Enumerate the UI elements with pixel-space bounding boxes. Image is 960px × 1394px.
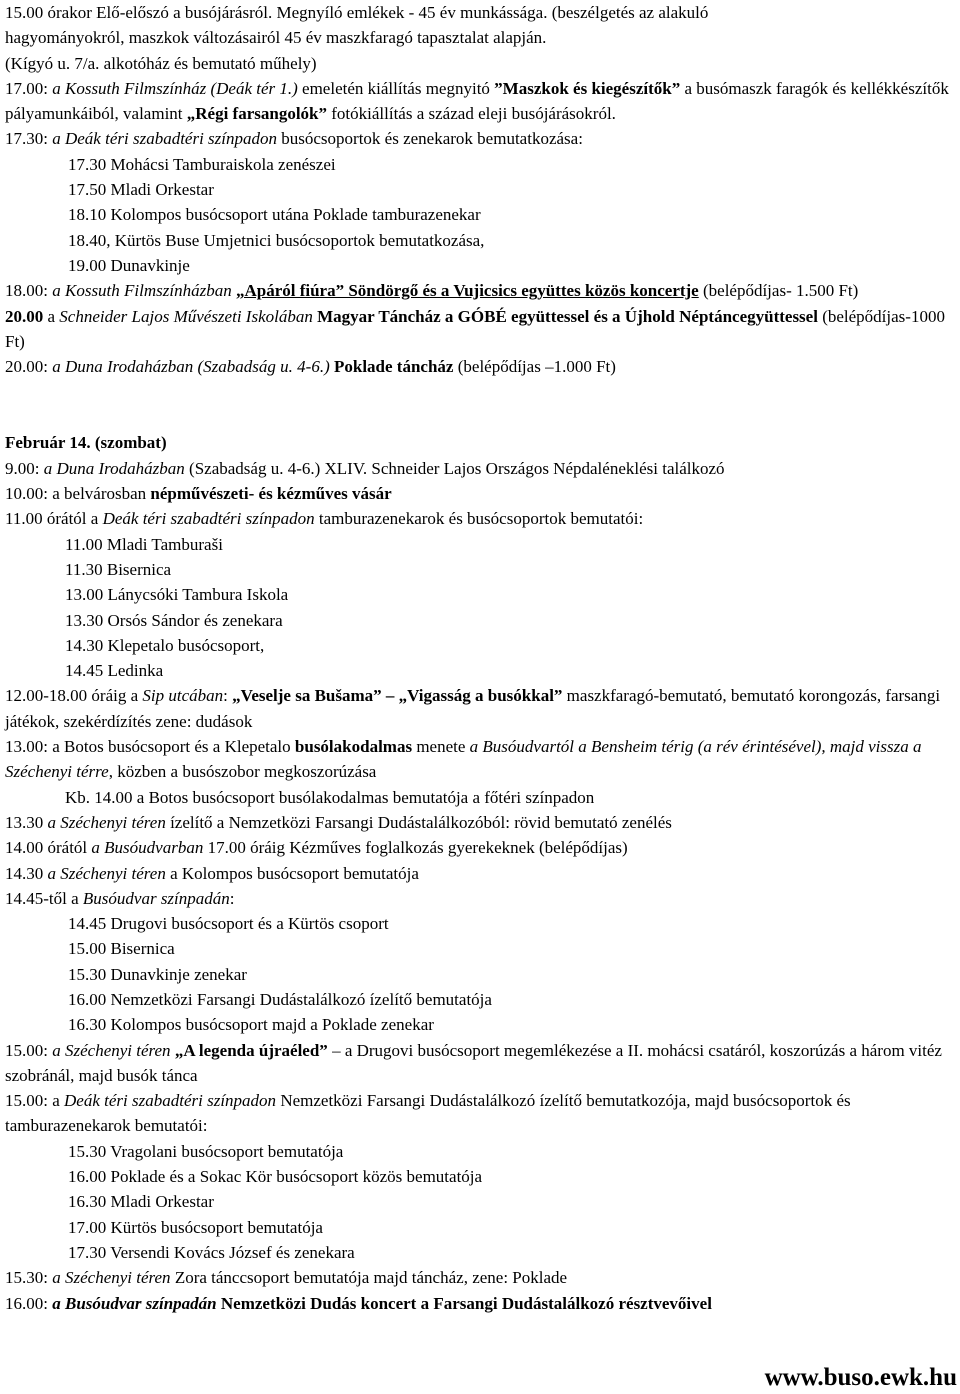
- program-entry: 14.00 órától a Busóudvarban 17.00 óráig Kézműves foglalkozás gyerekeknek (belépődíjas): [5, 838, 628, 858]
- program-entry: 15.00: a Széchenyi téren „A legenda újraéled” – a Drugovi busócsoport megemlékezése a II. mohácsi csatáról, koszorúzás a három vitéz szobránál, majd busók tánca: [5, 1040, 942, 1085]
- list-item: 17.30 Mohácsi Tamburaiskola zenészei: [68, 154, 336, 174]
- list-item: 16.00 Poklade és a Sokac Kör busócsoport közös bemutatója: [68, 1167, 483, 1187]
- list-item: 15.00 Bisernica: [68, 939, 175, 959]
- list-item: 16.30 Kolompos busócsoport majd a Poklade zenekar: [68, 1015, 434, 1035]
- program-entry: 14.45-től a Busóudvar színpadán:: [5, 888, 235, 908]
- sub-list: [5, 152, 955, 278]
- program-page: [5, 0, 955, 1316]
- program-entry-tanchaz: 20.00 a Schneider Lajos Művészeti Iskolában Magyar Táncház a GÓBÉ együttessel és a Újhold Néptáncegyüttessel (belépődíjas-1000 Ft): [5, 306, 945, 351]
- list-item: 15.30 Vragolani busócsoport bemutatója: [68, 1141, 344, 1161]
- list-item: 18.10 Kolompos busócsoport utána Poklade tamburazenekar: [68, 205, 481, 225]
- list-item: 16.30 Mladi Orkestar: [68, 1192, 214, 1212]
- list-item: 17.50 Mladi Orkestar: [68, 180, 214, 200]
- list-item: 11.30 Bisernica: [65, 559, 172, 579]
- text-line: (Kígyó u. 7/a. alkotóház és bemutató műhely): [5, 53, 317, 73]
- list-item: 14.45 Drugovi busócsoport és a Kürtös csoport: [68, 914, 389, 934]
- sub-list: [5, 532, 955, 684]
- list-item: 17.00 Kürtös busócsoport bemutatója: [68, 1217, 323, 1237]
- list-item: 14.45 Ledinka: [65, 661, 164, 681]
- program-entry: 13.30 a Széchenyi téren ízelítő a Nemzetközi Farsangi Dudástalálkozóból: rövid bemutató zenélés: [5, 812, 672, 832]
- program-entry-poklade: 20.00: a Duna Irodaházban (Szabadság u. 4-6.) Poklade táncház (belépődíjas –1.000 Ft): [5, 357, 616, 377]
- program-entry: 15.00: a Deák téri szabadtéri színpadon Nemzetközi Farsangi Dudástalálkozó ízelítő bemutatkozója, majd busócsoportok és tamburazenekarok bemutatói:: [5, 1091, 851, 1136]
- sub-list: [5, 1139, 955, 1265]
- text-line: 15.00 órakor Elő-előszó a busójárásról. Megnyíló emlékek - 45 év munkássága. (beszélgetés az alakuló: [5, 3, 709, 22]
- day-heading: Február 14. (szombat): [5, 433, 167, 453]
- footer-url: www.buso.ewk.hu: [764, 1364, 957, 1391]
- list-item: 17.30 Versendi Kovács József és zenekara: [68, 1242, 355, 1262]
- list-item: 14.30 Klepetalo busócsoport,: [65, 635, 265, 655]
- program-entry-exhibition: 17.00: a Kossuth Filmszínház (Deák tér 1.) emeletén kiállítás megnyitó ”Maszkok és kiegészítők” a busómaszk faragók és kellékkészítők pályamunkáiból, valamint „Régi farsangolók” fotókiállítás a század eleji busójárásokról.: [5, 78, 949, 124]
- program-entry: 11.00 órától a Deák téri szabadtéri színpadon tamburazenekarok és busócsoportok bemutatói:: [5, 509, 644, 529]
- program-entry-deak: 17.30: a Deák téri szabadtéri színpadon busócsoportok és zenekarok bemutatkozása:: [5, 129, 583, 149]
- list-item: 13.00 Lánycsóki Tambura Iskola: [65, 585, 289, 605]
- list-item: 18.40, Kürtös Buse Umjetnici busócsoportok bemutatkozása,: [68, 230, 485, 250]
- program-entry: 12.00-18.00 óráig a Sip utcában: „Veselje sa Bušama” – „Vigasság a busókkal” maszkfaragó-bemutató, bemutató korongozás, farsangi játékok, szekérdízítés zene: dudások: [5, 686, 941, 731]
- program-entry: 13.00: a Botos busócsoport és a Klepetalo busólakodalmas menete a Busóudvartól a Bensheim térig (a rév érintésével), majd vissza a Széchenyi térre, közben a busószobor megkoszorúzása: [5, 737, 922, 782]
- sub-list: [5, 911, 955, 1037]
- program-entry: 16.00: a Busóudvar színpadán Nemzetközi Dudás koncert a Farsangi Dudástalálkozó résztvevőivel: [5, 1293, 712, 1313]
- program-entry: 14.30 a Széchenyi téren a Kolompos busócsoport bemutatója: [5, 863, 419, 883]
- program-entry-concert: 18.00: a Kossuth Filmszínházban „Apáról fiúra” Söndörgő és a Vujicsics együttes közös koncertje (belépődíjas- 1.500 Ft): [5, 281, 859, 301]
- list-item: 19.00 Dunavkinje: [68, 255, 190, 275]
- list-item: 16.00 Nemzetközi Farsangi Dudástalálkozó ízelítő bemutatója: [68, 989, 492, 1009]
- program-entry: 9.00: a Duna Irodaházban (Szabadság u. 4-6.) XLIV. Schneider Lajos Országos Népdaléneklési találkozó: [5, 458, 725, 478]
- list-item: 11.00 Mladi Tamburaši: [65, 534, 223, 554]
- text-line: hagyományokról, maszkok változásairól 45 év maszkfaragó tapasztalat alapján.: [5, 28, 547, 48]
- program-entry: 10.00: a belvárosban népművészeti- és kézműves vásár: [5, 484, 392, 504]
- list-item: 15.30 Dunavkinje zenekar: [68, 964, 247, 984]
- program-entry: 15.30: a Széchenyi téren Zora tánccsoport bemutatója majd táncház, zene: Poklade: [5, 1268, 568, 1288]
- program-entry: Kb. 14.00 a Botos busócsoport busólakodalmas bemutatója a főtéri színpadon: [65, 787, 595, 807]
- list-item: 13.30 Orsós Sándor és zenekara: [65, 610, 283, 630]
